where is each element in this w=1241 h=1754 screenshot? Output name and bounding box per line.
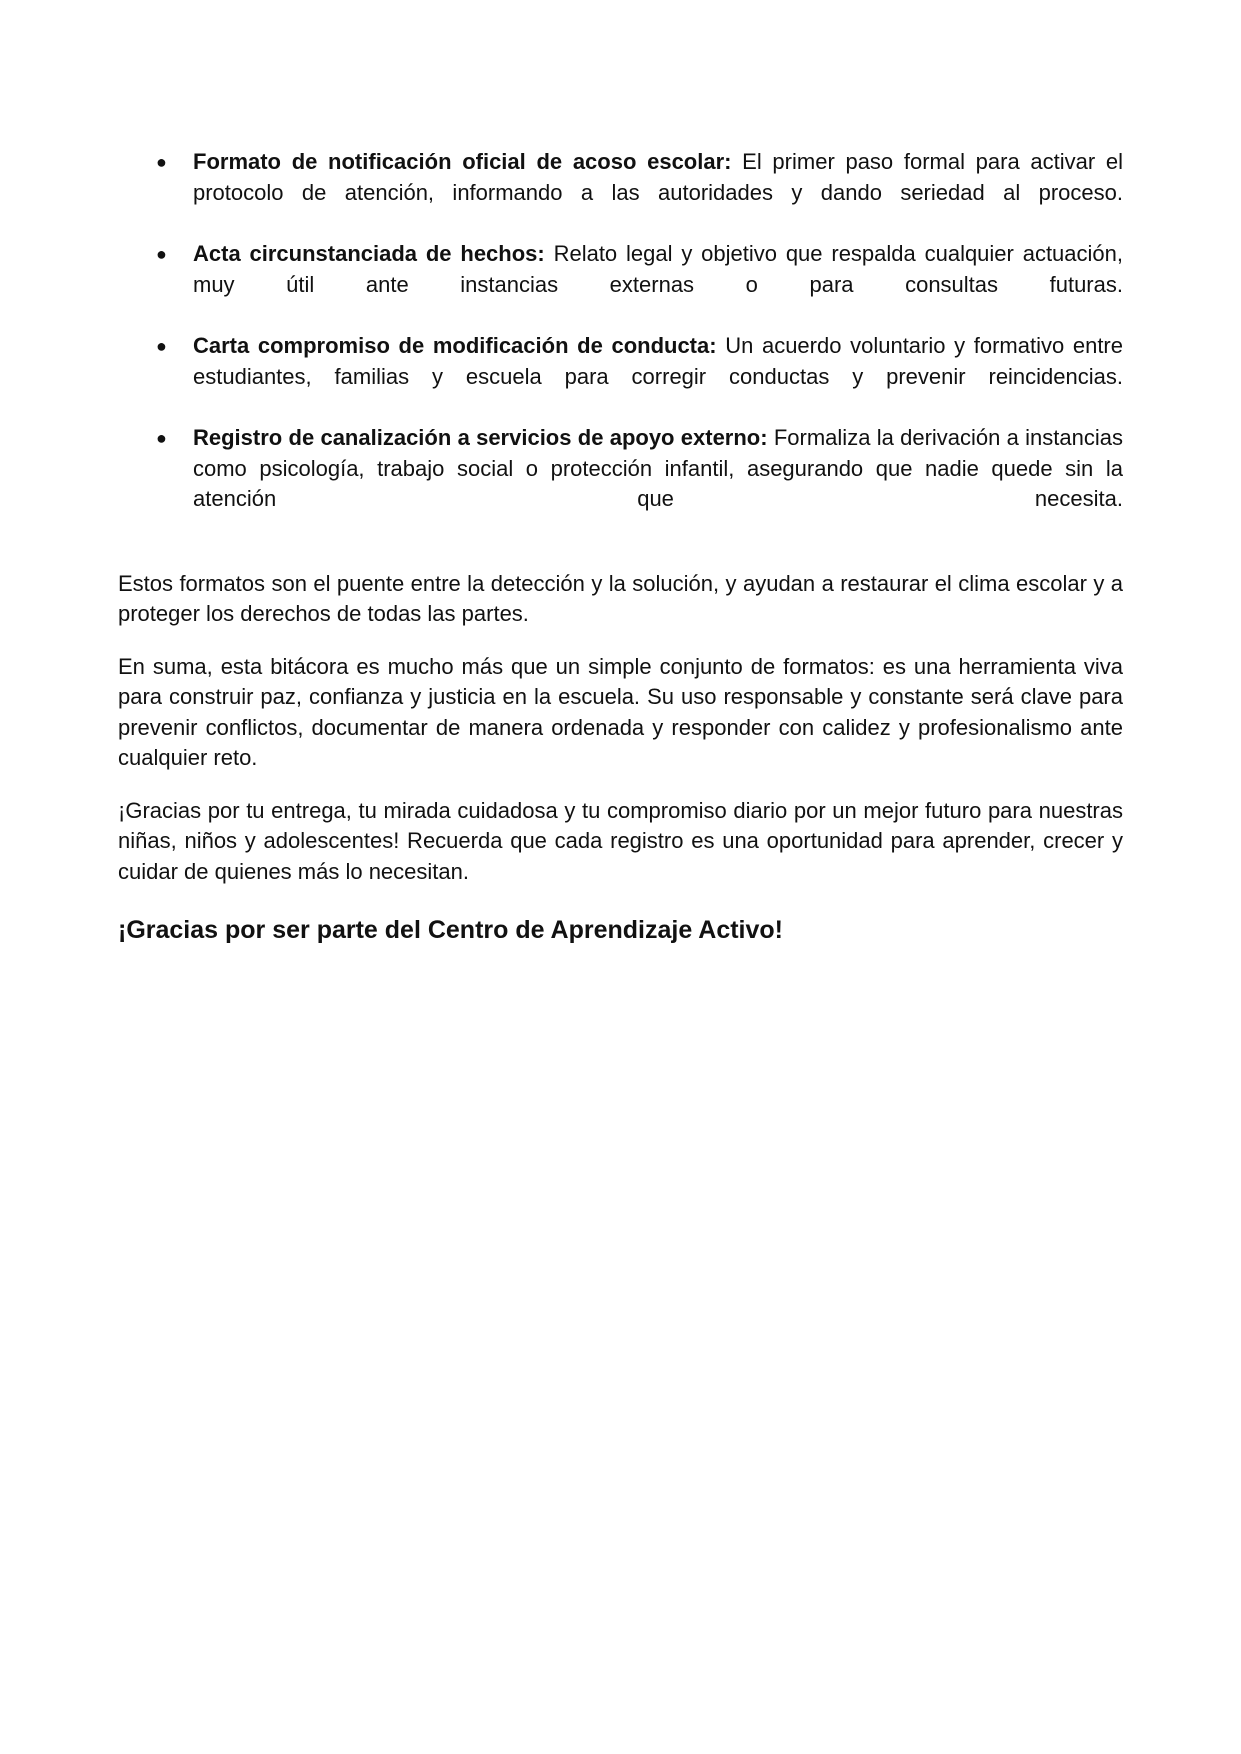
page-content xyxy=(118,147,1123,945)
paragraph-summary: En suma, esta bitácora es mucho más que un simple conjunto de formatos: es una herramienta viva para construir paz, confianza y justicia en la escuela. Su uso responsable y constante será clave para prevenir conflictos, documentar de manera ordenada y responder con calidez y profesionalismo ante cualquier reto. xyxy=(118,653,1123,770)
list-item xyxy=(118,147,1123,208)
list-item-term: Carta compromiso de modificación de conducta: xyxy=(193,333,717,358)
paragraph-thanks: ¡Gracias por tu entrega, tu mirada cuidadosa y tu compromiso diario por un mejor futuro para nuestras niñas, niños y adolescentes! Recuerda que cada registro es una oportunidad para aprender, crecer y cuidar de quienes más lo necesitan. xyxy=(118,797,1123,884)
format-list xyxy=(118,147,1123,515)
closing-heading: ¡Gracias por ser parte del Centro de Aprendizaje Activo! xyxy=(118,916,783,944)
list-item xyxy=(118,423,1123,515)
list-item-term: Formato de notificación oficial de acoso escolar: xyxy=(193,149,732,174)
list-item xyxy=(118,331,1123,392)
list-item-text: Un acuerdo voluntario y formativo entre estudiantes, familias y escuela para corregir conductas y prevenir reincidencias. xyxy=(193,333,1123,389)
paragraph-formats-bridge: Estos formatos son el puente entre la detección y la solución, y ayudan a restaurar el clima escolar y a proteger los derechos de todas las partes. xyxy=(118,570,1123,626)
bullet-icon: ● xyxy=(156,336,167,356)
list-item xyxy=(118,239,1123,300)
section-spacer xyxy=(118,546,1123,569)
bullet-icon: ● xyxy=(156,244,167,264)
list-item-text: El primer paso formal para activar el protocolo de atención, informando a las autoridades y dando seriedad al proceso. xyxy=(193,149,1123,205)
bullet-icon: ● xyxy=(156,152,167,172)
list-item-text: Formaliza la derivación a instancias como psicología, trabajo social o protección infantil, asegurando que nadie quede sin la atención que necesita. xyxy=(193,425,1123,511)
bullet-icon: ● xyxy=(156,428,167,448)
list-item-text: Relato legal y objetivo que respalda cualquier actuación, muy útil ante instancias externas o para consultas futuras. xyxy=(193,241,1123,297)
list-item-term: Registro de canalización a servicios de apoyo externo: xyxy=(193,425,768,450)
list-item-term: Acta circunstanciada de hechos: xyxy=(193,241,545,266)
